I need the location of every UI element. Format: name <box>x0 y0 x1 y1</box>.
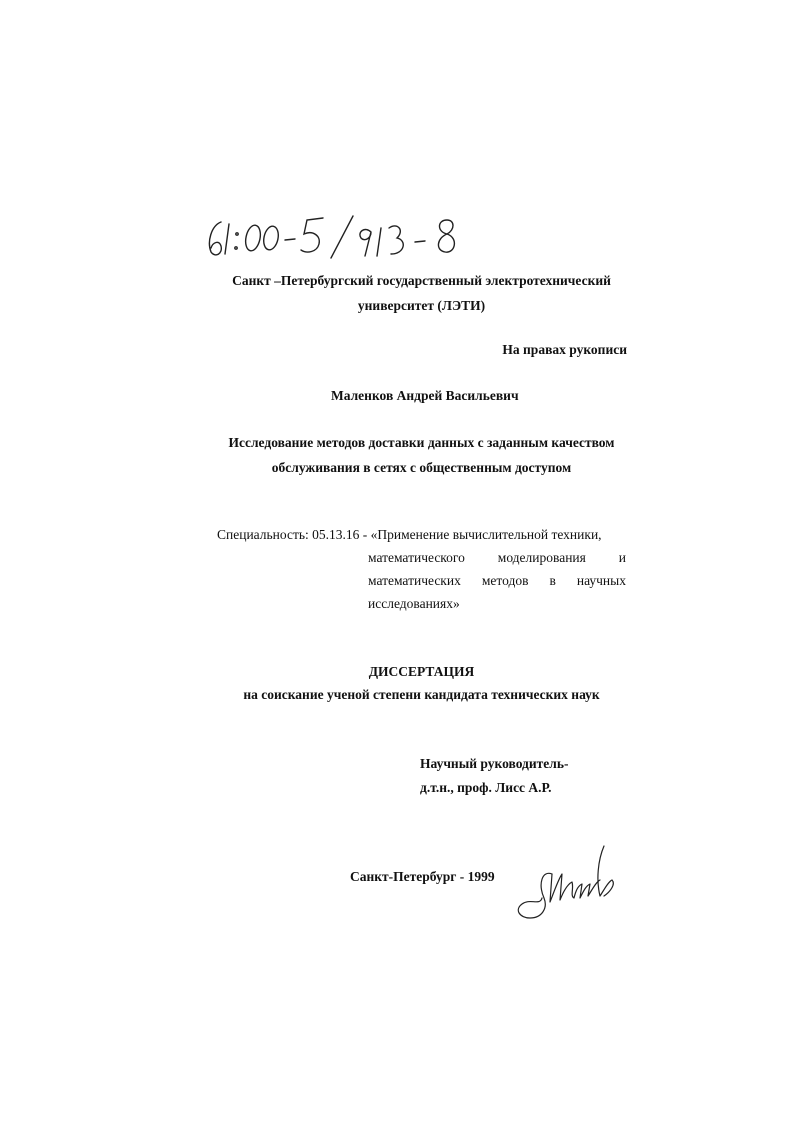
rights-reserved: На правах рукописи <box>502 342 627 357</box>
specialty-word: в <box>549 573 556 588</box>
specialty-line-1: Специальность: 05.13.16 - «Применение вычислительной техники, <box>217 527 602 542</box>
city-year: Санкт-Петербург - 1999 <box>350 869 495 884</box>
specialty-word: моделирования <box>497 550 586 565</box>
advisor-label: Научный руководитель- <box>420 756 569 771</box>
handwritten-catalog-number <box>203 210 473 262</box>
signature <box>512 840 624 922</box>
specialty-word: и <box>618 550 626 565</box>
advisor-name: д.т.н., проф. Лисс А.Р. <box>420 780 552 795</box>
specialty-line-4: исследованиях» <box>368 596 460 611</box>
specialty-line-2 <box>368 550 626 566</box>
specialty-word: математического <box>368 550 465 565</box>
author-name: Маленков Андрей Васильевич <box>331 388 519 403</box>
specialty-line-3 <box>368 573 626 589</box>
document-type: ДИССЕРТАЦИЯ <box>368 664 475 679</box>
title-line-2: обслуживания в сетях с общественным доступом <box>271 460 572 475</box>
institution-line-2: университет (ЛЭТИ) <box>357 298 486 313</box>
title-line-1: Исследование методов доставки данных с заданным качеством <box>228 435 615 450</box>
institution-line-1: Санкт –Петербургский государственный электротехнический <box>232 273 611 288</box>
specialty-word: научных <box>576 573 626 588</box>
specialty-word: математических <box>368 573 461 588</box>
specialty-word: методов <box>481 573 529 588</box>
degree-line: на соискание ученой степени кандидата технических наук <box>243 687 600 702</box>
